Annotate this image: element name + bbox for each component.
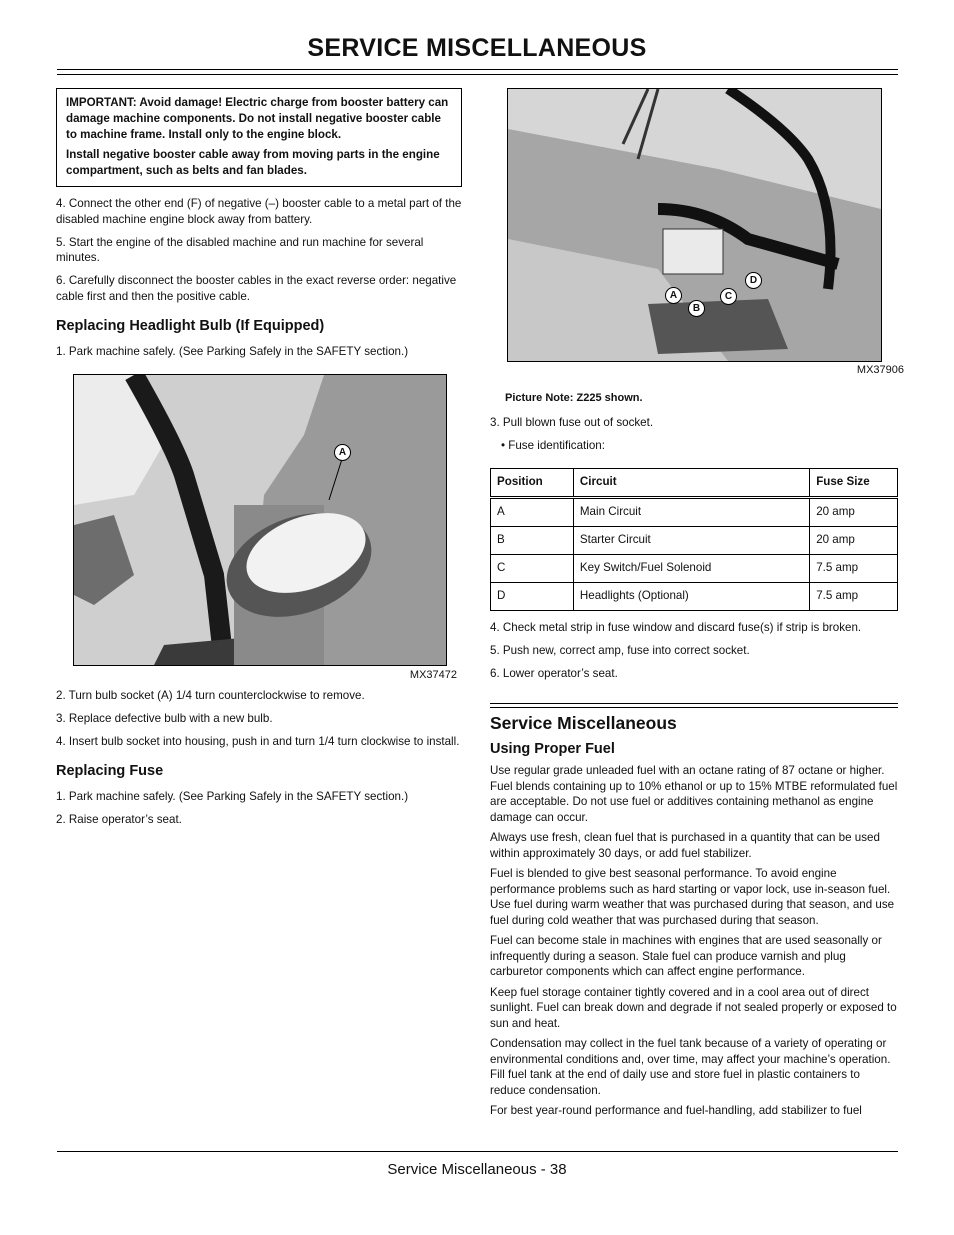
fuel-paragraph: Keep fuel storage container tightly covered and in a cool area out of direct sunlight. Fuel can break down and degrade if not sealed properly or exposed to sun and heat. [490, 985, 897, 1030]
fuel-paragraph: Condensation may collect in the fuel tank because of a variety of operating or environmental conditions and, over time, may affect your machine’s operation. Fill fuel tank at the end of daily use and store fuel in plastic containers to reduce condensation. [490, 1037, 891, 1097]
left-column [56, 88, 462, 835]
cell-position: D [491, 582, 574, 610]
headlight-step-2: 2. Turn bulb socket (A) 1/4 turn counterclockwise to remove. [56, 688, 365, 702]
fuel-paragraph: Fuel is blended to give best seasonal performance. To avoid engine performance problems such as hard starting or vapor lock, use in-season fuel. Use fuel during warm weather that was purchased during that season, and use fuel during cold weather that was purchased during that season. [490, 867, 895, 927]
cell-fuse-size: 7.5 amp [810, 582, 898, 610]
booster-step-4: 4. Connect the other end (F) of negative (–) booster cable to a metal part of the disabled machine engine block away from battery. [56, 197, 462, 226]
headlight-step-3: 3. Replace defective bulb with a new bulb. [56, 711, 273, 725]
headlight-figure [73, 374, 457, 684]
fuse-figure [507, 88, 903, 379]
important-text-2: Install negative booster cable away from moving parts in the engine compartment, such as belts and fan blades. [66, 148, 440, 177]
fuse-step-2: 2. Raise operator’s seat. [56, 812, 182, 826]
headlight-illustration [74, 375, 446, 665]
callout-c: C [720, 288, 737, 305]
callout-a: A [665, 287, 682, 304]
headlight-step-4: 4. Insert bulb socket into housing, push in and turn 1/4 turn clockwise to install. [56, 734, 460, 748]
page-title: SERVICE MISCELLANEOUS [307, 34, 647, 62]
important-notice [56, 88, 462, 187]
picture-note: Picture Note: Z225 shown. [505, 391, 643, 404]
callout-a: A [334, 444, 351, 461]
header-fuse-size: Fuse Size [810, 468, 898, 497]
table-row [491, 582, 898, 610]
booster-step-6: 6. Carefully disconnect the booster cables in the exact reverse order: negative cable first and then the positive cable. [56, 274, 457, 303]
fuse-step-4: 4. Check metal strip in fuse window and discard fuse(s) if strip is broken. [490, 620, 862, 634]
callout-d: D [745, 272, 762, 289]
table-header-row [491, 468, 898, 497]
page-footer: Service Miscellaneous - 38 [387, 1161, 567, 1178]
fuel-paragraph: Use regular grade unleaded fuel with an octane rating of 87 octane or higher. Fuel blends containing up to 10% ethanol or up to 15% MTBE reformulated fuel are acceptable. Do not use fuel or additives containing methanol as engine damage can occur. [490, 764, 898, 824]
booster-step-5: 5. Start the engine of the disabled machine and run machine for several minutes. [56, 235, 424, 264]
fuel-subheading: Using Proper Fuel [490, 740, 615, 757]
cell-fuse-size: 20 amp [810, 497, 898, 526]
fuse-photo [507, 88, 882, 362]
cell-circuit: Headlights (Optional) [573, 582, 809, 610]
section-heading: Service Miscellaneous [490, 713, 677, 733]
section-rule [490, 703, 898, 704]
important-text-1: IMPORTANT: Avoid damage! Electric charge from booster battery can damage machine components. Do not install negative booster cable to machine frame. Install only to the engine block. [66, 96, 449, 141]
cell-fuse-size: 7.5 amp [810, 554, 898, 582]
cell-position: B [491, 526, 574, 554]
header-rule-double [57, 74, 898, 75]
fuel-paragraph: For best year-round performance and fuel-handling, add stabilizer to fuel [490, 1104, 862, 1117]
header-circuit: Circuit [573, 468, 809, 497]
fuse-step-1: 1. Park machine safely. (See Parking Safely in the SAFETY section.) [56, 789, 409, 803]
footer-rule [57, 1151, 898, 1152]
headlight-heading: Replacing Headlight Bulb (If Equipped) [56, 318, 325, 334]
section-rule-double [490, 707, 898, 708]
table-row [491, 526, 898, 554]
fuse-heading: Replacing Fuse [56, 763, 164, 779]
fuse-step-5: 5. Push new, correct amp, fuse into correct socket. [490, 643, 750, 657]
table-row [491, 497, 898, 526]
fuse-illustration [508, 89, 881, 361]
headlight-step-1: 1. Park machine safely. (See Parking Safely in the SAFETY section.) [56, 344, 409, 358]
header-rule [57, 69, 898, 70]
cell-circuit: Key Switch/Fuel Solenoid [573, 554, 809, 582]
right-column [490, 88, 904, 1119]
cell-position: C [491, 554, 574, 582]
figure-code: MX37472 [409, 669, 457, 681]
callout-b: B [688, 300, 705, 317]
fuel-paragraph: Always use fresh, clean fuel that is purchased in a quantity that can be used within approximately 30 days, or add fuel stabilizer. [490, 831, 880, 860]
fuse-step-3: 3. Pull blown fuse out of socket. [490, 416, 654, 429]
fuel-paragraph: Fuel can become stale in machines with engines that are used seasonally or infrequently during a season. Stale fuel can produce varnish and plug carburetor components which can affect engine performance. [490, 934, 882, 978]
cell-circuit: Starter Circuit [573, 526, 809, 554]
headlight-photo [73, 374, 447, 666]
table-row [491, 554, 898, 582]
cell-position: A [491, 497, 574, 526]
cell-fuse-size: 20 amp [810, 526, 898, 554]
cell-circuit: Main Circuit [573, 497, 809, 526]
header-position: Position [491, 468, 574, 497]
fuse-step-6: 6. Lower operator’s seat. [490, 666, 618, 680]
fuse-table [490, 468, 898, 611]
fuse-id-bullet: • Fuse identification: [501, 439, 605, 452]
figure-code: MX37906 [856, 364, 904, 376]
